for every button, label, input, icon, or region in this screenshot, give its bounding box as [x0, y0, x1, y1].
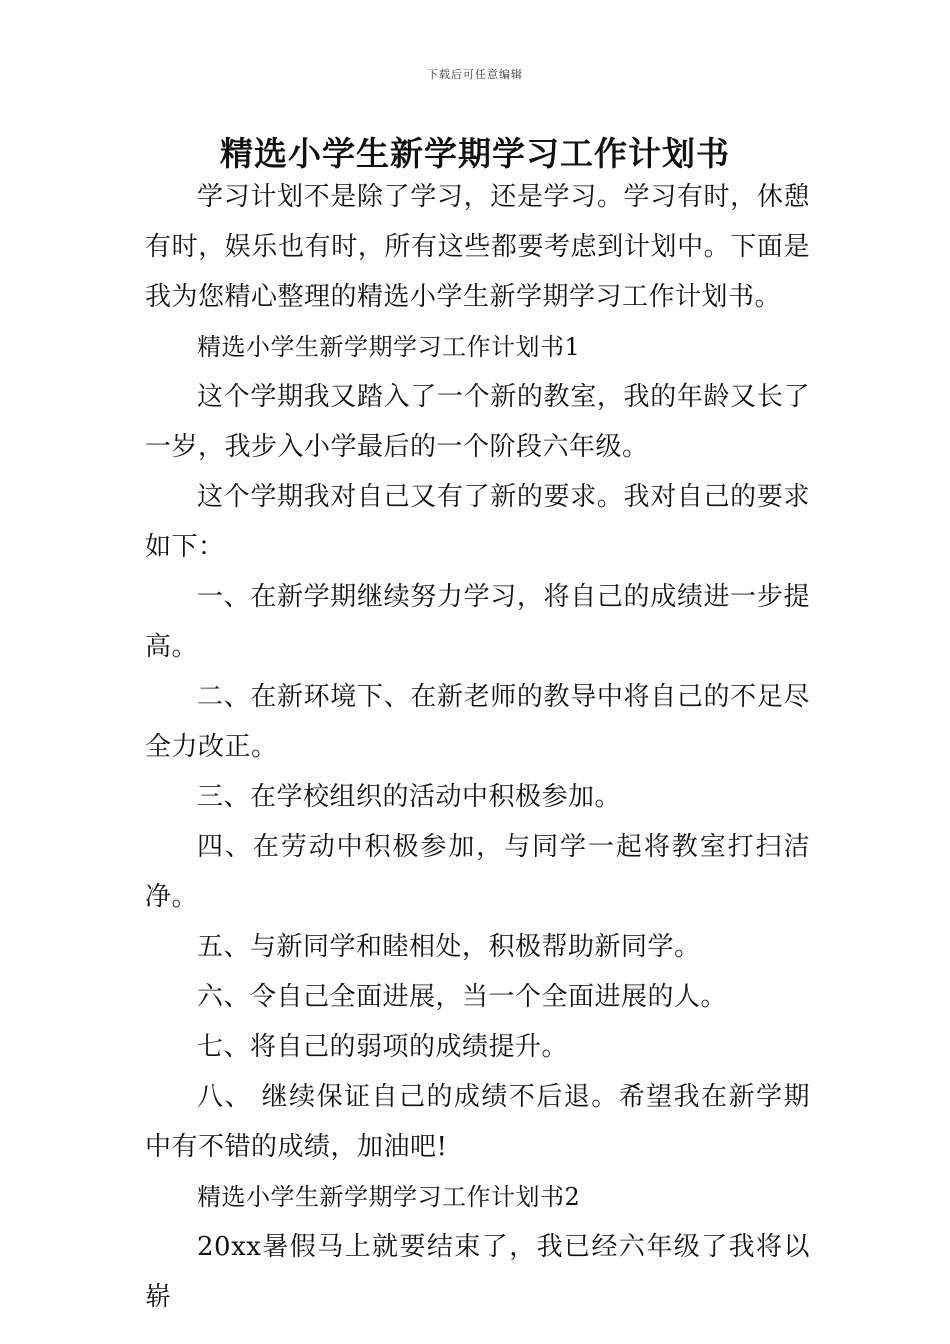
list-item: 四、在劳动中积极参加，与同学一起将教室打扫洁净。 [145, 832, 810, 912]
list-item: 六、令自己全面进展，当一个全面进展的人。 [197, 982, 728, 1012]
body-paragraph: 20xx暑假马上就要结束了，我已经六年级了我将以崭 [145, 1232, 810, 1312]
list-item: 七、将自己的弱项的成绩提升。 [197, 1032, 569, 1062]
document-body [145, 172, 810, 1322]
section-heading-2: 精选小学生新学期学习工作计划书2 [197, 1183, 581, 1211]
body-paragraph: 这个学期我对自己又有了新的要求。我对自己的要求如下： [145, 482, 810, 562]
list-item: 五、与新同学和睦相处，积极帮助新同学。 [197, 932, 701, 962]
list-item: 一、在新学期继续努力学习，将自己的成绩进一步提高。 [145, 582, 810, 662]
section-heading-1: 精选小学生新学期学习工作计划书1 [197, 333, 581, 361]
page-title: 精选小学生新学期学习工作计划书 [220, 134, 730, 173]
body-paragraph: 这个学期我又踏入了一个新的教室，我的年龄又长了一岁，我步入小学最后的一个阶段六年级。 [145, 382, 810, 462]
list-item: 八、 继续保证自己的成绩不后退。希望我在新学期中有不错的成绩，加油吧! [145, 1082, 810, 1162]
intro-paragraph: 学习计划不是除了学习，还是学习。学习有时，休憩有时，娱乐也有时，所有这些都要考虑到计划中。下面是我为您精心整理的精选小学生新学期学习工作计划书。 [145, 182, 810, 312]
list-item: 二、在新环境下、在新老师的教导中将自己的不足尽全力改正。 [145, 682, 810, 762]
list-item: 三、在学校组织的活动中积极参加。 [197, 782, 622, 812]
header-note: 下载后可任意编辑 [427, 68, 523, 81]
